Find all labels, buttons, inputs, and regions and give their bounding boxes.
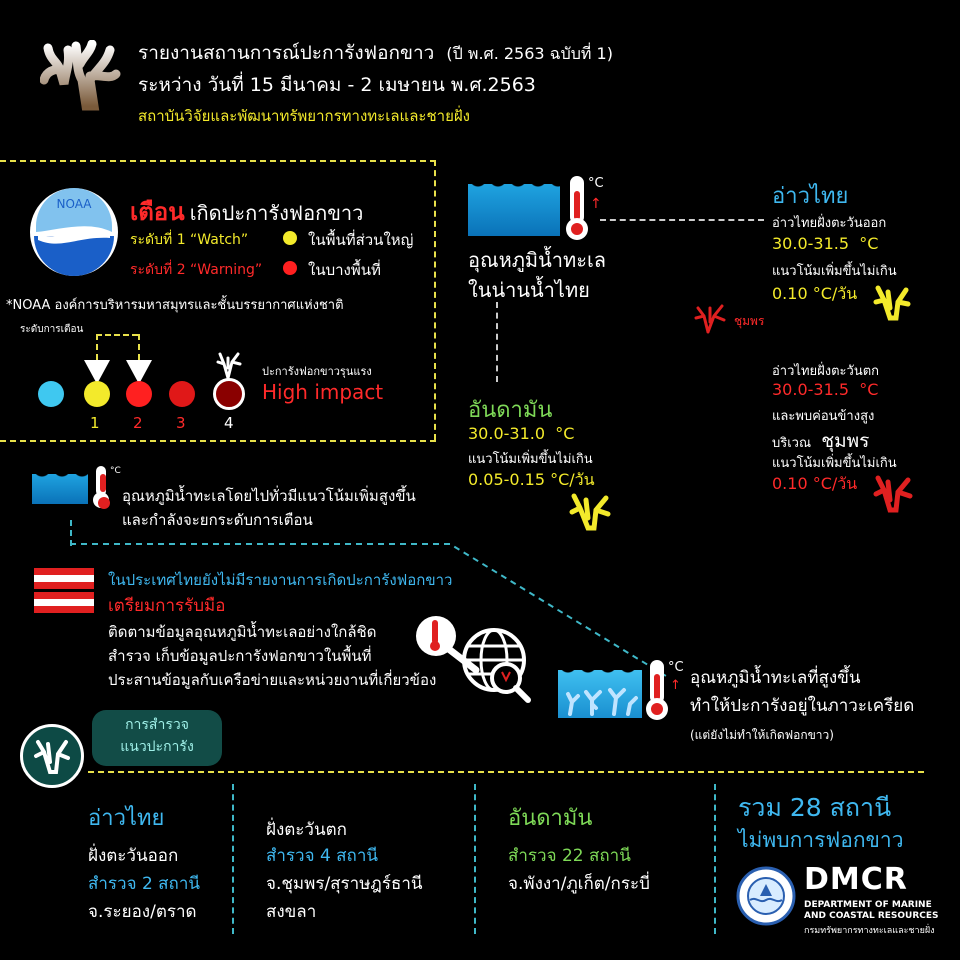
- thermometer-icon: [570, 176, 584, 224]
- alert-scale-label: ระดับการเตือน: [20, 324, 84, 335]
- rising-unit: °C: [110, 466, 121, 476]
- noaa-logo-icon: [28, 186, 120, 278]
- gulf-west-area: บริเวณ ชุมพร: [772, 430, 870, 452]
- survey-andaman-count: สำรวจ 22 สถานี: [508, 846, 631, 866]
- svg-text:NOAA: NOAA: [56, 197, 92, 211]
- thai-flag-icon: [34, 568, 94, 589]
- scale-num-3: 3: [176, 414, 186, 432]
- scale-num-4: 4: [224, 414, 234, 432]
- action-3: ประสานข้อมูลกับเครือข่ายและหน่วยงานที่เกี่ยวข้อง: [108, 671, 437, 689]
- stress-unit: °C: [668, 660, 684, 675]
- red-coral-west-icon: [872, 474, 914, 514]
- action-1: ติดตามข้อมูลอุณหภูมิน้ำทะเลอย่างใกล้ชิด: [108, 623, 377, 641]
- report-title: รายงานสถานการณ์ปะการังฟอกขาว (ปี พ.ศ. 2563 ฉบับที่ 1): [138, 42, 613, 64]
- gulf-west-range: 30.0-31.5 °C: [772, 380, 879, 399]
- action-2: สำรวจ เก็บข้อมูลปะการังฟอกขาวในพื้นที่: [108, 647, 372, 665]
- stress-line-2: ทำให้ปะการังอยู่ในภาวะเครียด: [690, 696, 915, 716]
- thermometer-bulb-icon: [566, 218, 588, 240]
- survey-coral-icon: [32, 736, 72, 776]
- bleached-coral-icon: [214, 350, 244, 380]
- coral-in-water-icon: [562, 682, 640, 716]
- survey-andaman-title: อันดามัน: [508, 806, 593, 831]
- scale-level3-dot: [169, 381, 195, 407]
- institute-name: สถาบันวิจัยและพัฒนาทรัพยากรทางทะเลและชายฝั่ง: [138, 107, 470, 125]
- prepare-heading: เตรียมการรับมือ: [108, 596, 226, 616]
- noaa-footnote: *NOAA องค์การบริหารมหาสมุทรและชั้นบรรยากาศแห่งชาติ: [6, 298, 344, 313]
- survey-result: ไม่พบการฟอกขาว: [738, 828, 904, 852]
- level2-label: ระดับที่ 2 “Warning”: [130, 262, 263, 278]
- survey-gulf-east-count: สำรวจ 2 สถานี: [88, 874, 201, 894]
- level1-desc: ในพื้นที่ส่วนใหญ่: [308, 231, 414, 249]
- alert-heading: เตือน เกิดปะการังฟอกขาว: [130, 198, 364, 226]
- chumphon-label: ชุมพร: [734, 314, 765, 328]
- yellow-coral-andaman-icon: [568, 492, 612, 532]
- sea-temp-unit: °C: [588, 176, 604, 191]
- level1-yellow-dot: [283, 231, 297, 245]
- coral-logo-icon: [40, 40, 122, 112]
- gulf-east-trend: แนวโน้มเพิ่มขึ้นไม่เกิน: [772, 264, 897, 279]
- survey-gulf-east-prov: จ.ระยอง/ตราด: [88, 902, 197, 922]
- monitoring-network-icon: [412, 610, 538, 706]
- rising-line-2: และกำลังจะยกระดับการเตือน: [122, 511, 313, 529]
- scale-num-1: 1: [90, 414, 100, 432]
- stress-up-arrow-icon: ↑: [670, 678, 681, 693]
- scale-level1-dot: [84, 381, 110, 407]
- dmcr-seal-icon: [736, 866, 796, 926]
- report-period: ระหว่าง วันที่ 15 มีนาคม - 2 เมษายน พ.ศ.2563: [138, 74, 536, 96]
- thai-flag-2-icon: [34, 592, 94, 613]
- gulf-east-title: อ่าวไทยฝั่งตะวันออก: [772, 216, 887, 231]
- red-coral-icon: [694, 302, 728, 336]
- dmcr-name-th: กรมทรัพยากรทางทะเลและชายฝั่ง: [804, 926, 935, 936]
- high-impact-label: High impact: [262, 380, 384, 404]
- survey-gulf-west: ฝั่งตะวันตก: [266, 820, 347, 840]
- gulf-east-range: 30.0-31.5 °C: [772, 234, 879, 253]
- gulf-west-trend: แนวโน้มเพิ่มขึ้นไม่เกิน: [772, 456, 897, 471]
- level2-desc: ในบางพื้นที่: [308, 261, 381, 279]
- thermometer-small-bulb-icon: [93, 492, 109, 508]
- survey-badge: การสำรวจ แนวปะการัง: [92, 710, 222, 766]
- scale-level4-dot: [213, 378, 245, 410]
- sea-temp-label-2: ในน่านน้ำไทย: [468, 278, 590, 302]
- gulf-east-rate: 0.10 °C/วัน: [772, 284, 858, 303]
- scale-level2-dot: [126, 381, 152, 407]
- survey-gulf-east: ฝั่งตะวันออก: [88, 846, 179, 866]
- gulf-title: อ่าวไทย: [772, 184, 849, 209]
- gulf-west-title: อ่าวไทยฝั่งตะวันตก: [772, 364, 880, 379]
- gulf-west-rate: 0.10 °C/วัน: [772, 474, 858, 493]
- survey-gulf-west-prov-2: สงขลา: [266, 902, 317, 922]
- scale-level0-dot: [38, 381, 64, 407]
- level2-red-dot: [283, 261, 297, 275]
- dmcr-name-en-1: DEPARTMENT OF MARINE: [804, 900, 932, 910]
- andaman-range: 30.0-31.0 °C: [468, 424, 575, 443]
- andaman-trend: แนวโน้มเพิ่มขึ้นไม่เกิน: [468, 452, 593, 467]
- survey-gulf-west-prov-1: จ.ชุมพร/สุราษฎร์ธานี: [266, 874, 423, 894]
- survey-andaman-prov: จ.พังงา/ภูเก็ต/กระบี่: [508, 874, 650, 894]
- rising-line-1: อุณหภูมิน้ำทะเลโดยไปทั่วมีแนวโน้มเพิ่มสูงขึ้น: [122, 487, 416, 505]
- thailand-status: ในประเทศไทยยังไม่มีรายงานการเกิดปะการังฟอกขาว: [108, 571, 453, 589]
- andaman-rate: 0.05-0.15 °C/วัน: [468, 470, 595, 489]
- stress-line-1: อุณหภูมิน้ำทะเลที่สูงขึ้น: [690, 668, 861, 688]
- dmcr-logo: DMCR: [804, 862, 908, 897]
- sea-water-icon: [468, 184, 560, 236]
- level1-label: ระดับที่ 1 “Watch”: [130, 232, 249, 248]
- sea-water-small-icon: [32, 474, 88, 504]
- dmcr-name-en-2: AND COASTAL RESOURCES: [804, 911, 939, 921]
- stress-line-3: (แต่ยังไม่ทำให้เกิดฟอกขาว): [690, 728, 834, 742]
- gulf-west-high: และพบค่อนข้างสูง: [772, 409, 875, 424]
- thermometer-stress-bulb-icon: [646, 698, 668, 720]
- sea-temp-label-1: อุณหภูมิน้ำทะเล: [468, 248, 607, 272]
- severe-bleaching-label: ปะการังฟอกขาวรุนแรง: [262, 365, 372, 378]
- survey-gulf-west-count: สำรวจ 4 สถานี: [266, 846, 379, 866]
- andaman-title: อันดามัน: [468, 398, 553, 423]
- scale-num-2: 2: [133, 414, 143, 432]
- temp-up-arrow-icon: ↑: [590, 196, 602, 212]
- survey-gulf-title: อ่าวไทย: [88, 806, 165, 831]
- survey-total: รวม 28 สถานี: [738, 793, 892, 822]
- yellow-coral-icon: [872, 284, 912, 322]
